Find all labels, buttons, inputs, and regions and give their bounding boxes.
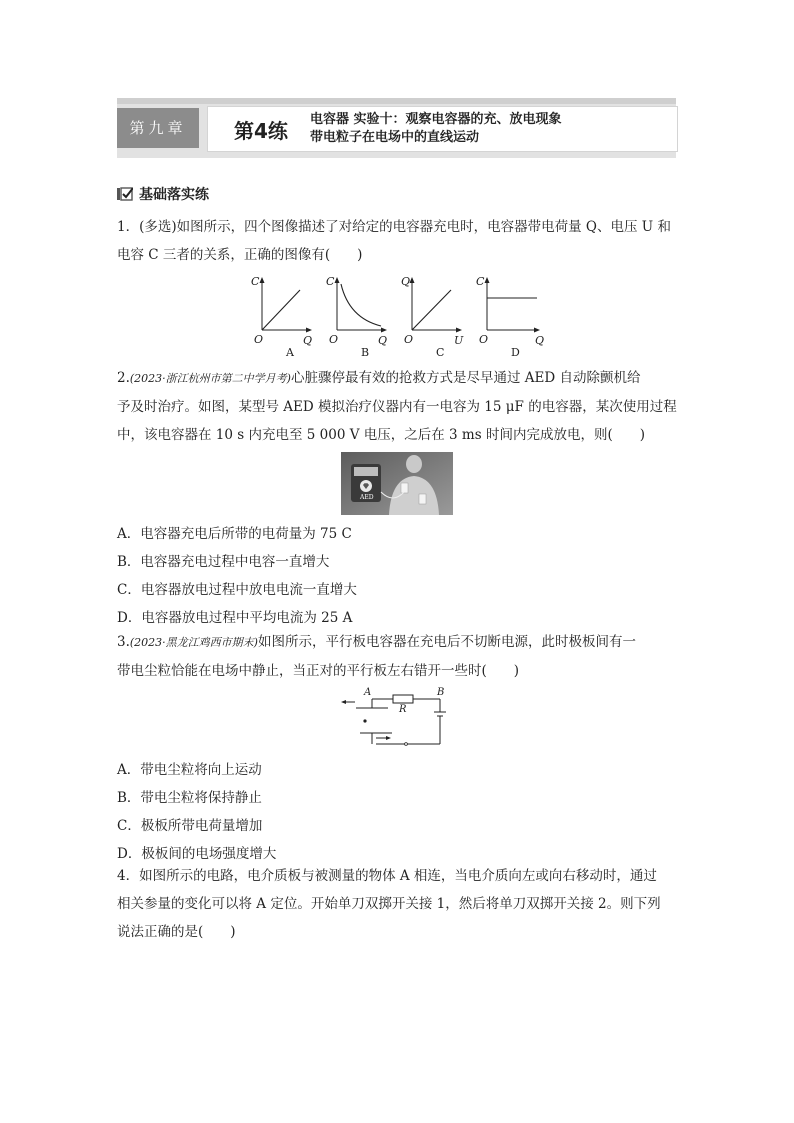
- graph-b-x-label: Q: [378, 334, 388, 347]
- question-3-option-d: D．极板间的电场强度增大: [117, 846, 277, 862]
- graph-c-origin: O: [404, 333, 414, 346]
- question-3-source: (2023·黑龙江鸡西市期末): [129, 636, 258, 649]
- question-2-line-3: 中，该电容器在 10 s 内充电至 5 000 V 电压，之后在 3 ms 时间内完成放电，则( ): [117, 427, 645, 443]
- chapter-banner: [117, 98, 676, 158]
- graph-c-y-label: Q: [401, 275, 411, 288]
- lesson-title: [310, 111, 562, 147]
- graph-b: [326, 275, 387, 359]
- banner-strip: [117, 98, 676, 104]
- question-2-line-1: [117, 364, 677, 393]
- graph-a-tag: A: [286, 346, 294, 359]
- question-3-line-1: [117, 628, 677, 657]
- question-3-option-b: B．带电尘粒将保持静止: [117, 790, 262, 806]
- question-4-line-1: 4．如图所示的电路，电介质板与被测量的物体 A 相连，当电介质向左或向右移动时，通过: [117, 868, 657, 884]
- question-3-circuit: [336, 685, 456, 749]
- lesson-number: 第4练: [234, 119, 288, 143]
- section-label: 基础落实练: [139, 187, 209, 203]
- question-2-option-b: B．电容器充电过程中电容一直增大: [117, 554, 330, 570]
- lesson-title-box: [207, 106, 678, 152]
- graph-b-origin: O: [329, 333, 339, 346]
- graph-c-tag: C: [436, 346, 445, 359]
- lesson-title-line-1: 电容器 实验十：观察电容器的充、放电现象: [310, 112, 562, 127]
- question-2-text: 心脏骤停最有效的抢救方式是尽早通过 AED 自动除颤机给: [290, 370, 641, 386]
- section-heading: [117, 184, 209, 202]
- question-3-number: 3.: [117, 634, 130, 650]
- aed-label: AED: [360, 494, 374, 501]
- lesson-title-line-2: 带电粒子在电场中的直线运动: [310, 130, 480, 145]
- question-4: [117, 862, 677, 946]
- graph-a: [251, 275, 312, 359]
- question-3-option-c: C．极板所带电荷量增加: [117, 818, 263, 834]
- question-1: [117, 213, 677, 269]
- question-2-line-2: 予及时治疗。如图，某型号 AED 模拟治疗仪器内有一电容为 15 μF 的电容器，某次使用过程: [117, 399, 677, 415]
- graph-a-origin: O: [254, 333, 264, 346]
- graph-a-y-label: C: [251, 275, 260, 288]
- question-2-source: (2023·浙江杭州市第二中学月考): [129, 372, 291, 385]
- graph-b-y-label: C: [326, 275, 335, 288]
- question-2-option-d: D．电容器放电过程中平均电流为 25 A: [117, 610, 353, 626]
- question-4-line-3: 说法正确的是( ): [117, 924, 236, 940]
- circuit-label-r: R: [399, 704, 407, 715]
- question-1-graphs: [245, 272, 555, 360]
- question-1-line-2: 电容 C 三者的关系，正确的图像有( ): [117, 247, 363, 263]
- question-2-option-c: C．电容器放电过程中放电电流一直增大: [117, 582, 357, 598]
- question-3-text: 如图所示，平行板电容器在充电后不切断电源，此时极板间有一: [257, 634, 636, 650]
- question-2-number: 2.: [117, 370, 130, 386]
- graph-d-origin: O: [479, 333, 489, 346]
- question-3-line-2: 带电尘粒恰能在电场中静止，当正对的平行板左右错开一些时( ): [117, 663, 520, 679]
- graph-d-y-label: C: [476, 275, 485, 288]
- chapter-label: 第九章: [117, 108, 199, 148]
- graph-d: [476, 275, 544, 359]
- checkbox-icon: [117, 187, 133, 201]
- graph-b-tag: B: [361, 346, 370, 359]
- aed-image: [341, 452, 453, 515]
- question-2: [117, 364, 677, 449]
- circuit-label-b: B: [437, 687, 445, 698]
- question-2-option-a: A．电容器充电后所带的电荷量为 75 C: [117, 526, 352, 542]
- graph-c-x-label: U: [454, 334, 464, 347]
- graph-c: [401, 275, 464, 359]
- question-1-line-1: 1．(多选)如图所示，四个图像描述了对给定的电容器充电时，电容器带电荷量 Q、电压 U 和: [117, 219, 671, 235]
- graph-a-x-label: Q: [303, 334, 313, 347]
- graph-d-x-label: Q: [535, 334, 545, 347]
- question-3-option-a: A．带电尘粒将向上运动: [117, 762, 262, 778]
- circuit-label-a: A: [364, 687, 372, 698]
- graph-d-tag: D: [511, 346, 520, 359]
- question-4-line-2: 相关参量的变化可以将 A 定位。开始单刀双掷开关接 1，然后将单刀双掷开关接 2。则下列: [117, 896, 661, 912]
- question-3: [117, 628, 677, 685]
